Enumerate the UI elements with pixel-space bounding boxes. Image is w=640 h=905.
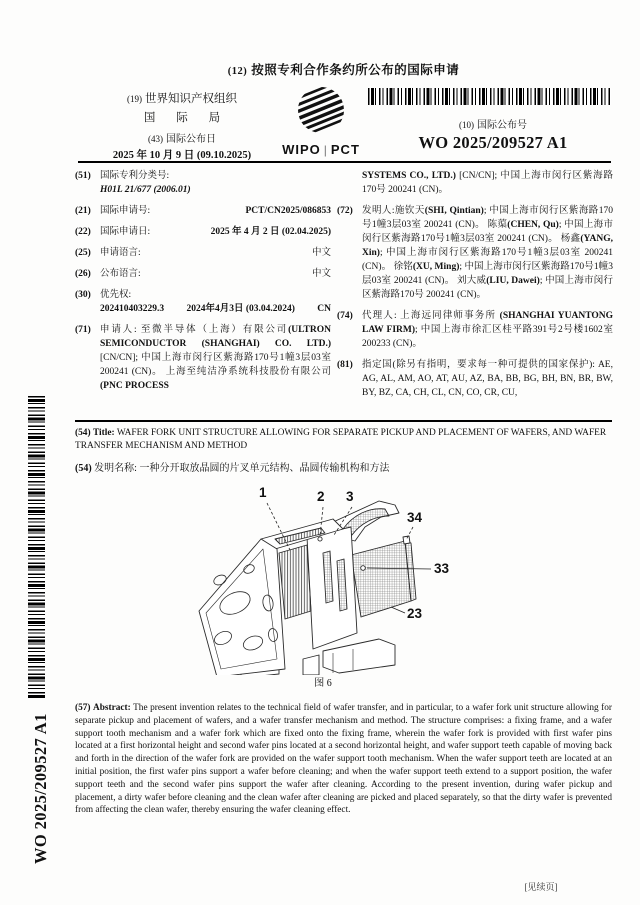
field-applicant: (71) 申请人: 至微半导体（上海）有限公司(ULTRON SEMICONDUCTOR (SHANGHAI) CO. LTD.) [CN/CN]; 中国上海市闵行区紫海路170号1幢3层03室 200241 (CN)。 上海至纯洁净系统科技股份有限公司 (PNC PROCESS: [75, 325, 331, 391]
org-block: [92, 90, 272, 125]
header-divider: [78, 161, 611, 163]
publication-date-label: (43) 国际公布日: [148, 134, 216, 145]
org-bureau: 国 际 局: [143, 112, 230, 124]
field-agent: (74) 代理人: 上海远同律师事务所 (SHANGHAI YUANTONG LAW FIRM); 中国上海市徐汇区桂平路391号2号楼1602室 200233 (CN)。: [337, 311, 613, 349]
field-ipc: (51) 国际专利分类号: H01L 21/677 (2006.01): [75, 171, 191, 195]
wipo-logo: [281, 86, 361, 157]
field-filing-date: (22) 国际申请日: 2025 年 4 月 2 日 (02.04.2025): [75, 227, 331, 237]
title-chinese: [75, 459, 612, 474]
pub-lang-label: 公布语言:: [100, 269, 141, 279]
figure-label-1: 1: [259, 485, 267, 500]
abstract-label: Abstract:: [93, 703, 131, 713]
figure-label-3: 3: [346, 489, 354, 504]
title-zh-text: 一种分开取放晶圆的片叉单元结构、晶圆传输机构和方法: [139, 463, 390, 474]
side-publication-number: WO 2025/209527 A1: [31, 713, 50, 864]
biblio-left-column: [75, 169, 331, 400]
publication-number-block: [378, 116, 608, 153]
inid-54-en: (54): [75, 428, 91, 438]
figure-label-34: 34: [407, 510, 423, 525]
field-applicant-continued: [337, 169, 613, 197]
title-en-label: Title:: [92, 428, 115, 438]
field-filing-language: (25) 申请语言: 中文: [75, 248, 331, 258]
continuation-note: [见续页]: [524, 882, 558, 892]
title-english: [75, 427, 612, 453]
doc-type-line: [75, 60, 612, 78]
inid-12: (12): [227, 66, 248, 77]
org-name: (19) 世界知识产权组织: [127, 93, 237, 105]
filing-date-value: 2025 年 4 月 2 日 (02.04.2025): [210, 227, 331, 237]
wipo-globe-icon: [290, 86, 352, 136]
abstract-text: The present invention relates to the technical field of wafer transfer, and in particular, to a wafer fork unit structure allowing for separate pickup and placement of wafers, and a wafer transfer mechanism and method. The structure comprises: a fixing frame, and a wafer support tooth mechanism and a wafer fork which are fixed onto the fixing frame, wherein the wafer fork is provided with first wafer pins located at a first horizontal height and second wafer pins located at a second horizontal height, and wafer support teeth capable of moving back and forth in the direction of the wafer fork are provided on the wafer support tooth mechanism. When the wafer support teeth are located at an initial position, the first wafer pins support a wafer before cleaning; and when the wafer support teeth extend to a support position, the wafer support teeth and the second wafer pins support the wafer after cleaning. According to the present invention, during wafer pickup and placement, a dirty wafer before cleaning and the clean wafer after cleaning are picked and placed separately, so that the dirty wafer is prevented from affecting the clean wafer, thereby ensuring the wafer cleaning effect.: [75, 703, 613, 816]
publication-number: WO 2025/209527 A1: [418, 133, 568, 152]
figure-label-23: 23: [407, 606, 423, 621]
top-barcode-icon: [368, 88, 611, 105]
title-zh-label: 发明名称:: [94, 463, 137, 474]
inid-54-zh: (54): [75, 463, 92, 474]
inid-57: (57): [75, 703, 91, 713]
agent-text: 代理人: 上海远同律师事务所 (SHANGHAI YUANTONG LAW FIRM); 中国上海市徐汇区桂平路391号2号楼1602室 200233 (CN)。: [362, 311, 613, 349]
wipo-logo-text: WIPO | PCT: [282, 142, 360, 157]
app-number-label: 国际申请号:: [100, 206, 151, 216]
publication-date-block: [92, 130, 272, 162]
applicant-text: 申请人: 至微半导体（上海）有限公司(ULTRON SEMICONDUCTOR (SHANGHAI) CO. LTD.) [CN/CN]; 中国上海市闵行区紫海路170号1幢3层03室 200241 (CN)。 上海至纯洁净系统科技股份有限公司 (PNC PROCESS: [100, 325, 331, 391]
app-number-value: PCT/CN2025/086853: [245, 206, 331, 216]
field-designated-states: (81) 指定国(除另有指明，要求每一种可提供的国家保护): AE, AG, AL, AM, AO, AT, AU, AZ, BA, BB, BG, BH, BN, BR, BW, BY, BZ, CA, CH, CL, CN, CO, CR, CU,: [337, 360, 613, 398]
figure-label-2: 2: [317, 489, 325, 504]
filing-lang-label: 申请语言:: [100, 248, 141, 258]
designated-states-text: 指定国(除另有指明，要求每一种可提供的国家保护): AE, AG, AL, AM, AO, AT, AU, AZ, BA, BB, BG, BH, BN, BR, BW, BY, BZ, CA, CH, CL, CN, CO, CR, CU,: [362, 360, 613, 398]
figure-caption: 图 6: [314, 678, 332, 689]
inventors-text: 发明人:施钦天(SHI, Qintian); 中国上海市闵行区紫海路170号1幢3层03室 200241 (CN)。 陈蕖(CHEN, Qu); 中国上海市闵行区紫海路170号1幢3层03室 200241 (CN)。 杨鑫(YANG, Xin); 中国上海市闵行区紫海路170号1幢3层03室 200241 (CN)。 徐铭(XU, Ming); 中国上海市闵行区紫海路170号1幢3层03室 200241 (CN)。 刘大威(LIU, Dawei); 中国上海市闵行区紫海路170号 200241 (CN)。: [362, 206, 613, 300]
filing-date-label: 国际申请日:: [100, 227, 151, 237]
field-inventors: (72) 发明人:施钦天(SHI, Qintian); 中国上海市闵行区紫海路170号1幢3层03室 200241 (CN)。 陈蕖(CHEN, Qu); 中国上海市闵行区紫海路170号1幢3层03室 200241 (CN)。 杨鑫(YANG, Xin); 中国上海市闵行区紫海路170号1幢3层03室 200241 (CN)。 徐铭(XU, Ming); 中国上海市闵行区紫海路170号1幢3层03室 200241 (CN)。 刘大威(LIU, Dawei); 中国上海市闵行区紫海路170号 200241 (CN)。: [337, 206, 613, 300]
ipc-label: 国际专利分类号:: [100, 171, 170, 181]
title-en-text: WAFER FORK UNIT STRUCTURE ALLOWING FOR SEPARATE PICKUP AND PLACEMENT OF WAFERS, AND WAFER TRANSFER MECHANISM AND METHOD: [75, 428, 607, 452]
logo-separator: |: [323, 143, 328, 157]
field-application-number: (21) 国际申请号: PCT/CN2025/086853: [75, 206, 331, 216]
side-barcode-icon: [28, 396, 45, 698]
priority-date: 2024年4月3日 (03.04.2024): [186, 304, 295, 314]
publication-date-value: 2025 年 10 月 9 日 (09.10.2025): [112, 150, 252, 161]
priority-app-number: 202410403229.3: [100, 304, 165, 314]
priority-label: 优先权:: [100, 290, 132, 300]
applicant-continued-text: SYSTEMS CO., LTD.) [CN/CN]; 中国上海市闵行区紫海路170号 200241 (CN)。: [362, 171, 613, 195]
publication-number-label: (10) 国际公布号: [459, 120, 527, 131]
filing-lang-value: 中文: [311, 248, 331, 258]
pub-lang-value: 中文: [311, 269, 331, 279]
biblio-right-column: [337, 169, 613, 407]
ipc-value: H01L 21/677 (2006.01): [100, 185, 191, 195]
field-publication-language: (26) 公布语言: 中文: [75, 269, 331, 279]
field-priority: (30) 优先权: 202410403229.3 2024年4月3日 (03.04.2024) CN: [75, 290, 331, 314]
figure-label-33: 33: [434, 561, 450, 576]
title-divider: [75, 420, 612, 422]
abstract: [75, 702, 612, 817]
doc-type-text: 按照专利合作条约所公布的国际申请: [251, 63, 460, 77]
figure-6: [183, 483, 463, 675]
priority-country: CN: [317, 304, 331, 314]
